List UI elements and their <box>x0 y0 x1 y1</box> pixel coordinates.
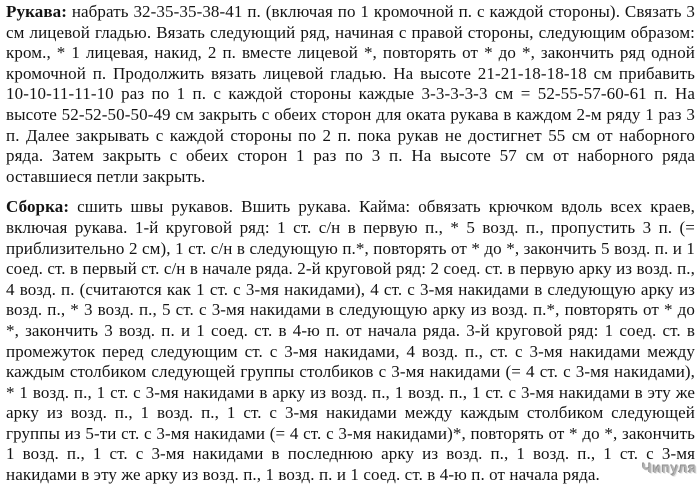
paragraph-sleeves-body: набрать 32-35-35-38-41 п. (включая по 1 кромочной п. с каждой стороны). Связать 3 см лицевой гладью. Вязать следующий ряд, начиная с правой стороны, следующим образом: кром., * 1 лицевая, накид, 2 п. вместе лицевой *, повторять от * до *, закончить ряд одной кромочной п. Продолжить вязать лицевой гладью. На высоте 21-21-18-18-18 см прибавить 10-10-11-11-10 раз по 1 п. с каждой стороны каждые 3-3-3-3-3 см = 52-55-57-60-61 п. На высоте 52-52-50-50-49 см закрыть с обеих сторон для оката рукава в каждом 2-м ряду 1 раз 3 п. Далее закрывать с каждой стороны по 2 п. пока рукав не достигнет 55 см от наборного ряда. Затем закрыть с обеих сторон 1 раз по 3 п. На высоте 57 см от наборного ряда оставшиеся петли закрыть. <box>6 2 695 186</box>
paragraph-assembly-body: сшить швы рукавов. Вшить рукава. Кайма: обвязать крючком вдоль всех краев, включая рукава. 1-й круговой ряд: 1 ст. с/н в первую п., * 5 возд. п., пропустить 3 п. (= приблизительно 2 см), 1 ст. с/н в следующую п.*, повторять от * до *, закончить 5 возд. п. и 1 соед. ст. в первый ст. с/н в начале ряда. 2-й круговой ряд: 2 соед. ст. в первую арку из возд. п., 4 возд. п. (считаются как 1 ст. с 3-мя накидами), 4 ст. с 3-мя накидами в следующую арку из возд. п., * 3 возд. п., 5 ст. с 3-мя накидами в следующую арку из возд. п.*, повторять от * до *, закончить 3 возд. п. и 1 соед. ст. в 4-ю п. от начала ряда. 3-й круговой ряд: 1 соед. ст. в промежуток перед следующим ст. с 3-мя накидами, 4 возд. п., ст. с 3-мя накидами между каждым столбиком следующей группы столбиков с 3-мя накидами (= 4 ст. с 3-мя накидами), * 1 возд. п., 1 ст. с 3-мя накидами в арку из возд. п., 1 возд. п., 1 ст. с 3-мя накидами в эту же арку из возд. п., 1 возд. п., 1 ст. с 3-мя накидами между каждым столбиком следующей группы из 5-ти ст. с 3-мя накидами (= 4 ст. с 3-мя накидами)*, повторять от * до *, закончить 1 возд. п., 1 ст. с 3-мя накидами в последнюю арку из возд. п., 1 возд. п., 1 ст. с 3-мя накидами в эту же арку из возд. п., 1 возд. п. и 1 соед. ст. в 4-ю п. от начала ряда. <box>6 197 695 485</box>
watermark: Чипуля <box>642 460 697 476</box>
paragraph-sleeves-heading: Рукава: <box>6 2 67 21</box>
paragraph-assembly <box>6 197 695 485</box>
paragraph-assembly-heading: Сборка: <box>6 197 70 217</box>
paragraph-sleeves <box>6 2 695 187</box>
